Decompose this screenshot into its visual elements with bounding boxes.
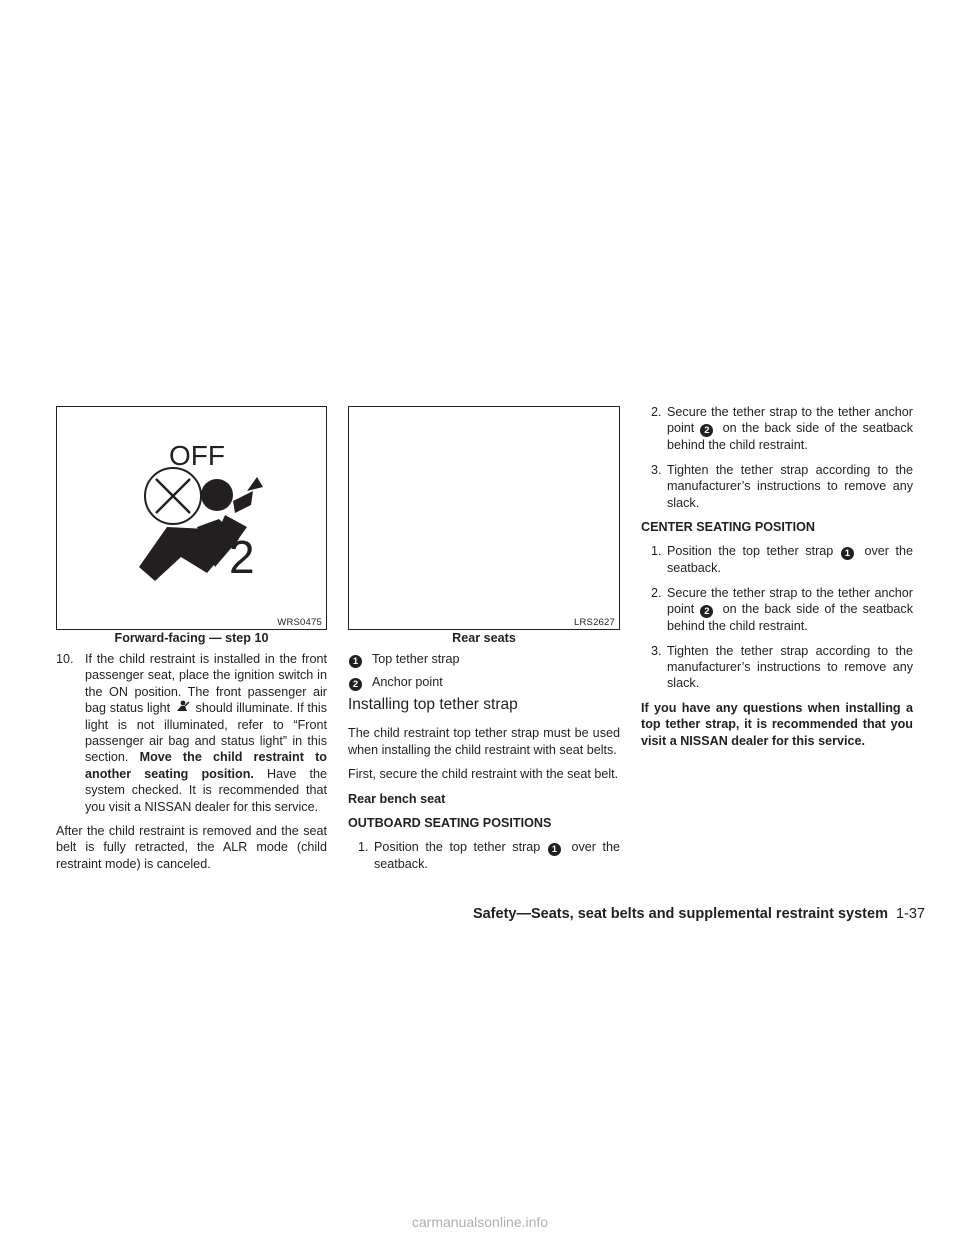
figure-airbag-off	[56, 406, 327, 630]
callout-number: 2	[700, 605, 713, 618]
figure-rear-seats	[348, 406, 620, 630]
closing-note: If you have any questions when installing a top tether strap, it is recommended that you visit a NISSAN dealer for this service.	[641, 700, 913, 748]
page-footer	[430, 906, 925, 922]
footer-title: Safety—Seats, seat belts and supplemental restraint system	[472, 906, 888, 922]
paragraph: First, secure the child restraint with the seat belt.	[348, 767, 619, 782]
step-10: 10. If the child restraint is installed in the front passenger seat, place the ignition switch in the ON position. The front passenger air bag status light should illuminate. If this light is not illuminated, refer to “Front passenger air bag and status light” in this section. Move the child restraint to another seating position. Have the system checked. It is recommended that you visit a NISSAN dealer for this service.	[56, 652, 328, 814]
center-step-3: 3. Tighten the tether strap according to the manufacturer’s instructions to remove any slack.	[651, 643, 913, 691]
outboard-step-1: 1. Position the top tether strap 1 over the seatback.	[358, 840, 621, 872]
figure-code: WRS0475	[277, 617, 322, 628]
paragraph: The child restraint top tether strap must be used when installing the child restraint with seat belts.	[348, 726, 620, 757]
step-number: 10.	[56, 652, 74, 666]
off-label: OFF	[169, 440, 225, 471]
alr-paragraph: After the child restraint is removed and the seat belt is fully retracted, the ALR mode (child restraint mode) is canceled.	[56, 824, 327, 871]
subheading: OUTBOARD SEATING POSITIONS	[348, 816, 552, 831]
legend-item: 2 Anchor point	[348, 674, 620, 691]
watermark: carmanualsonline.info	[411, 1214, 549, 1230]
callout-number: 1	[841, 547, 854, 560]
figure-caption: Forward-facing — step 10	[114, 631, 269, 645]
outboard-step-2: 2. Secure the tether strap to the tether anchor point 2 on the back side of the seatback behind the child restraint.	[651, 405, 914, 453]
legend-item: 1 Top tether strap	[348, 651, 620, 668]
airbag-status-icon	[176, 700, 190, 713]
callout-number: 1	[349, 655, 362, 668]
column-1	[56, 651, 327, 880]
section-heading: Installing top tether strap	[348, 696, 518, 713]
subheading: CENTER SEATING POSITION	[641, 520, 815, 535]
column-3	[641, 404, 913, 757]
figure-code: LRS2627	[573, 617, 615, 628]
center-step-2: 2. Secure the tether strap to the tether anchor point 2 on the back side of the seatback behind the child restraint.	[651, 585, 914, 634]
figure-caption: Rear seats	[452, 631, 516, 645]
seat-number: 2	[229, 531, 255, 583]
airbag-off-icon	[57, 407, 326, 629]
column-2	[348, 651, 620, 881]
center-step-1: 1. Position the top tether strap 1 over the seatback.	[651, 544, 914, 576]
callout-number: 1	[548, 843, 561, 856]
callout-number: 2	[700, 424, 713, 437]
page-number: 1-37	[895, 906, 925, 922]
callout-number: 2	[349, 678, 362, 691]
outboard-step-3: 3. Tighten the tether strap according to the manufacturer’s instructions to remove any slack.	[651, 462, 913, 510]
subheading: Rear bench seat	[348, 791, 446, 806]
